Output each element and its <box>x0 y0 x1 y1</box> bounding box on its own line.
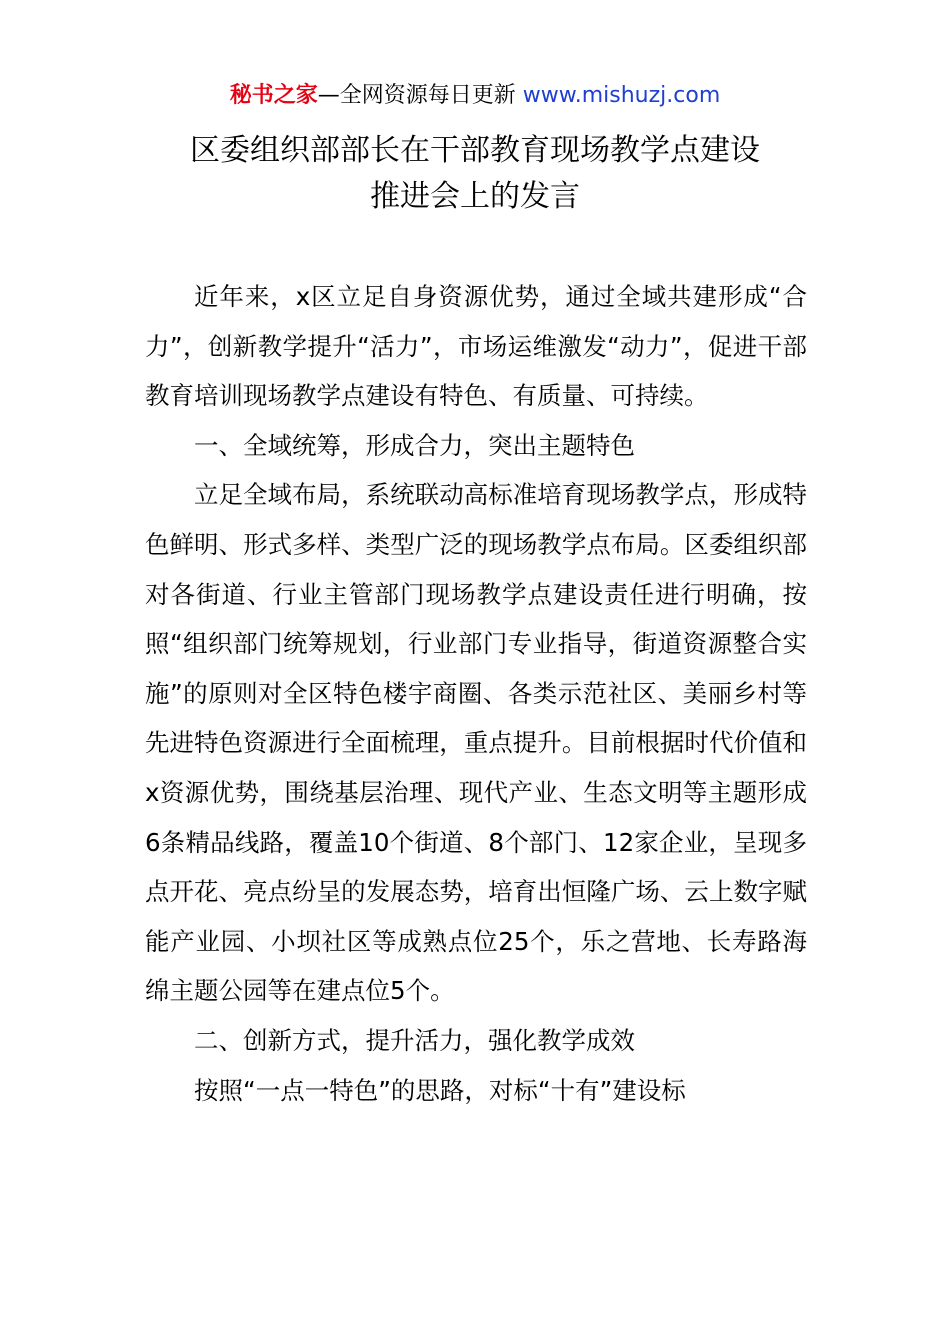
section-heading-1: 一、全域统筹，形成合力，突出主题特色 <box>194 430 635 460</box>
site-header <box>0 80 950 112</box>
document-title <box>0 128 950 220</box>
header-tagline: —全网资源每日更新 <box>317 83 516 108</box>
section-1-paragraph: 立足全域布局，系统联动高标准培育现场教学点，形成特色鲜明、形式多样、类型广泛的现场教学点布局。区委组织部对各街道、行业主管部门现场教学点建设责任进行明确，按照“组织部门统筹规划，行业部门专业指导，街道资源整合实施”的原则对全区特色楼宇商圈、各类示范社区、美丽乡村等先进特色资源进行全面梳理，重点提升。目前根据时代价值和x资源优势，围绕基层治理、现代产业、生态文明等主题形成6条精品线路，覆盖10个街道、8个部门、12家企业，呈现多点开花、亮点纷呈的发展态势，培育出恒隆广场、云上数字赋能产业园、小坝社区等成熟点位25个，乐之营地、长寿路海绵主题公园等在建点位5个。 <box>145 480 807 1006</box>
document-body <box>145 272 807 1115</box>
section-heading-2: 二、创新方式，提升活力，强化教学成效 <box>194 1025 635 1055</box>
title-line-2: 推进会上的发言 <box>370 179 580 214</box>
brand-name: 秘书之家 <box>229 83 318 108</box>
section-2-paragraph: 按照“一点一特色”的思路，对标“十有”建设标 <box>194 1075 686 1105</box>
intro-paragraph: 近年来，x区立足自身资源优势，通过全域共建形成“合力”，创新教学提升“活力”，市场运维激发“动力”，促进干部教育培训现场教学点建设有特色、有质量、可持续。 <box>145 282 807 411</box>
site-url-link[interactable]: www.mishuzj.com <box>522 83 721 108</box>
title-line-1: 区委组织部部长在干部教育现场教学点建设 <box>190 133 760 168</box>
